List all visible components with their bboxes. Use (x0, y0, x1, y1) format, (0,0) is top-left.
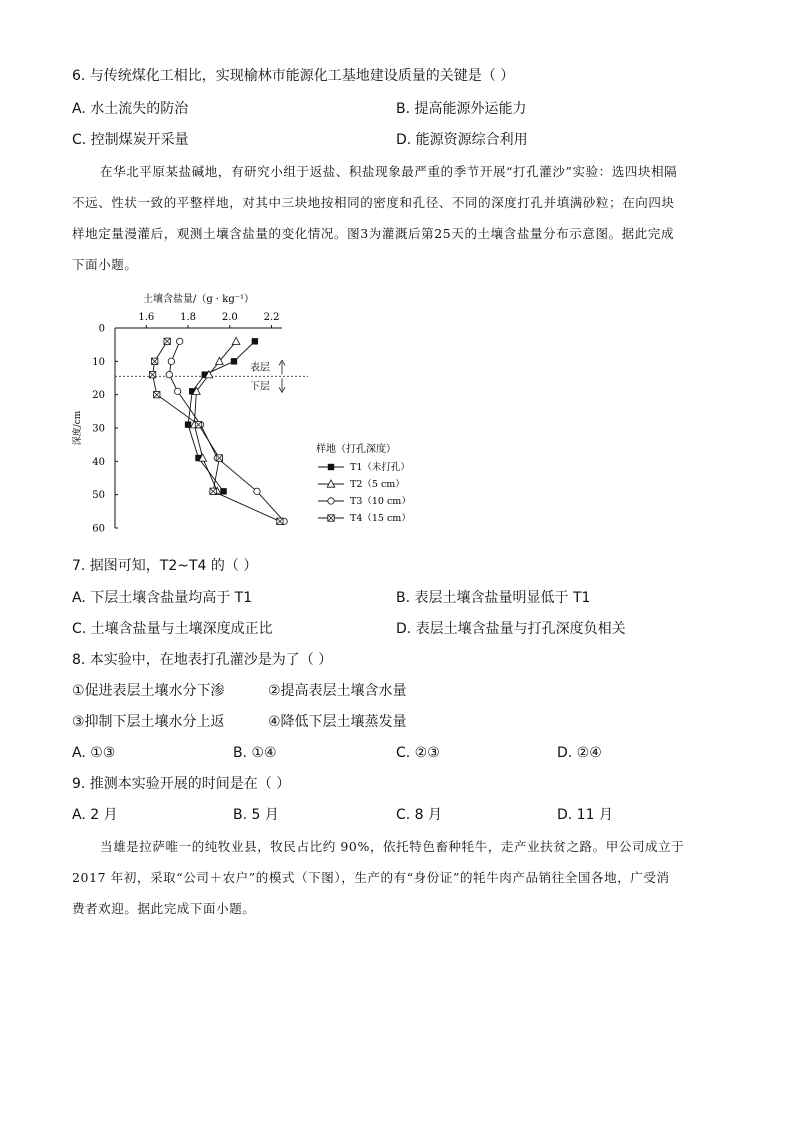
q7-option-b[interactable]: B. 表层土壤含盐量明显低于 T1 (396, 590, 591, 606)
q9-option-c[interactable]: C. 8 月 (396, 807, 443, 823)
q8-stem: 8. 本实验中，在地表打孔灌沙是为了（ ） (72, 652, 333, 668)
q9-option-d[interactable]: D. 11 月 (557, 807, 613, 823)
data-point-t1 (252, 338, 258, 344)
q8-option-c[interactable]: C. ②③ (396, 745, 440, 761)
legend-label-t4: T4（15 cm） (350, 513, 411, 524)
data-point-t1 (185, 421, 191, 427)
q6-option-c[interactable]: C. 控制煤炭开采量 (72, 132, 189, 148)
y-tick-label: 0 (98, 323, 105, 335)
legend-title: 样地（打孔深度） (316, 444, 396, 455)
q6-option-a[interactable]: A. 水土流失的防治 (72, 101, 189, 117)
legend-label-t2: T2（5 cm） (350, 479, 405, 490)
subsoil-layer-label: 下层 (250, 381, 270, 393)
data-point-t3 (168, 358, 174, 364)
passage1-line1: 在华北平原某盐碱地，有研究小组于返盐、积盐现象最严重的季节开展“打孔灌沙”实验：选四块相隔 (100, 164, 678, 179)
legend-marker-t3 (328, 498, 334, 504)
q7-option-a[interactable]: A. 下层土壤含盐量均高于 T1 (72, 590, 253, 606)
x-tick-label: 2.0 (221, 312, 238, 323)
passage1-line4: 下面小题。 (72, 257, 138, 272)
q8-option-d[interactable]: D. ②④ (557, 745, 602, 761)
q7-stem: 7. 据图可知，T2~T4 的（ ） (72, 558, 258, 574)
q6-option-b[interactable]: B. 提高能源外运能力 (396, 101, 527, 117)
salt-content-chart (60, 288, 430, 550)
x-tick-label: 1.8 (180, 312, 197, 323)
y-tick-label: 20 (92, 390, 105, 402)
y-tick-label: 40 (92, 456, 105, 468)
data-point-t2 (232, 337, 240, 344)
data-point-t3 (174, 388, 180, 394)
data-point-t3 (166, 371, 172, 377)
q8-statement-1: ①促进表层土壤水分下渗 (72, 683, 225, 699)
x-tick-label: 2.2 (263, 312, 280, 323)
y-tick-label: 60 (92, 523, 105, 535)
q8-statement-2: ②提高表层土壤含水量 (268, 683, 407, 699)
q8-option-b[interactable]: B. ①④ (233, 745, 277, 761)
y-tick-label: 10 (92, 356, 105, 368)
legend-label-t1: T1（未打孔） (350, 462, 410, 473)
passage2-line3: 费者欢迎。据此完成下面小题。 (72, 901, 256, 916)
q9-stem: 9. 推测本实验开展的时间是在（ ） (72, 776, 291, 792)
legend-marker-t1 (328, 464, 334, 470)
q7-option-d[interactable]: D. 表层土壤含盐量与打孔深度负相关 (396, 621, 626, 637)
data-point-t1 (220, 488, 226, 494)
y-axis-label: 深度/cm (73, 410, 83, 446)
legend-label-t3: T3（10 cm） (350, 496, 411, 507)
x-axis-label: 土壤含盐量/（g · kg⁻¹） (142, 294, 255, 305)
y-tick-label: 50 (92, 490, 105, 502)
passage2-line1: 当雄是拉萨唯一的纯牧业县，牧民占比约 90%，依托特色畜种牦牛，走产业扶贫之路。甲公司成立于 (100, 839, 685, 854)
q7-option-c[interactable]: C. 土壤含盐量与土壤深度成正比 (72, 621, 273, 637)
data-point-t3 (254, 488, 260, 494)
q6-option-d[interactable]: D. 能源资源综合利用 (396, 132, 528, 148)
passage2-line2: 2017 年初，采取“公司＋农户”的模式（下图），生产的有“身份证”的牦牛肉产品销往全国各地，广受消 (72, 870, 670, 885)
y-tick-label: 30 (92, 423, 105, 435)
q8-statement-3: ③抑制下层土壤水分上返 (72, 714, 225, 730)
q8-option-a[interactable]: A. ①③ (72, 745, 116, 761)
data-point-t1 (231, 358, 237, 364)
surface-layer-label: 表层 (250, 362, 270, 374)
q8-statement-4: ④降低下层土壤蒸发量 (268, 714, 407, 730)
q9-option-a[interactable]: A. 2 月 (72, 807, 118, 823)
passage1-line2: 不远、性状一致的平整样地，对其中三块地按相同的密度和孔径、不同的深度打孔并填满砂粒；在向四块 (72, 195, 675, 210)
q9-option-b[interactable]: B. 5 月 (233, 807, 279, 823)
q6-stem: 6. 与传统煤化工相比，实现榆林市能源化工基地建设质量的关键是（ ） (72, 68, 515, 84)
x-tick-label: 1.6 (138, 312, 155, 323)
passage1-line3: 样地定量漫灌后，观测土壤含盐量的变化情况。图3为灌溉后第25天的土壤含盐量分布示意图。据此完成 (72, 226, 675, 241)
data-point-t3 (177, 338, 183, 344)
